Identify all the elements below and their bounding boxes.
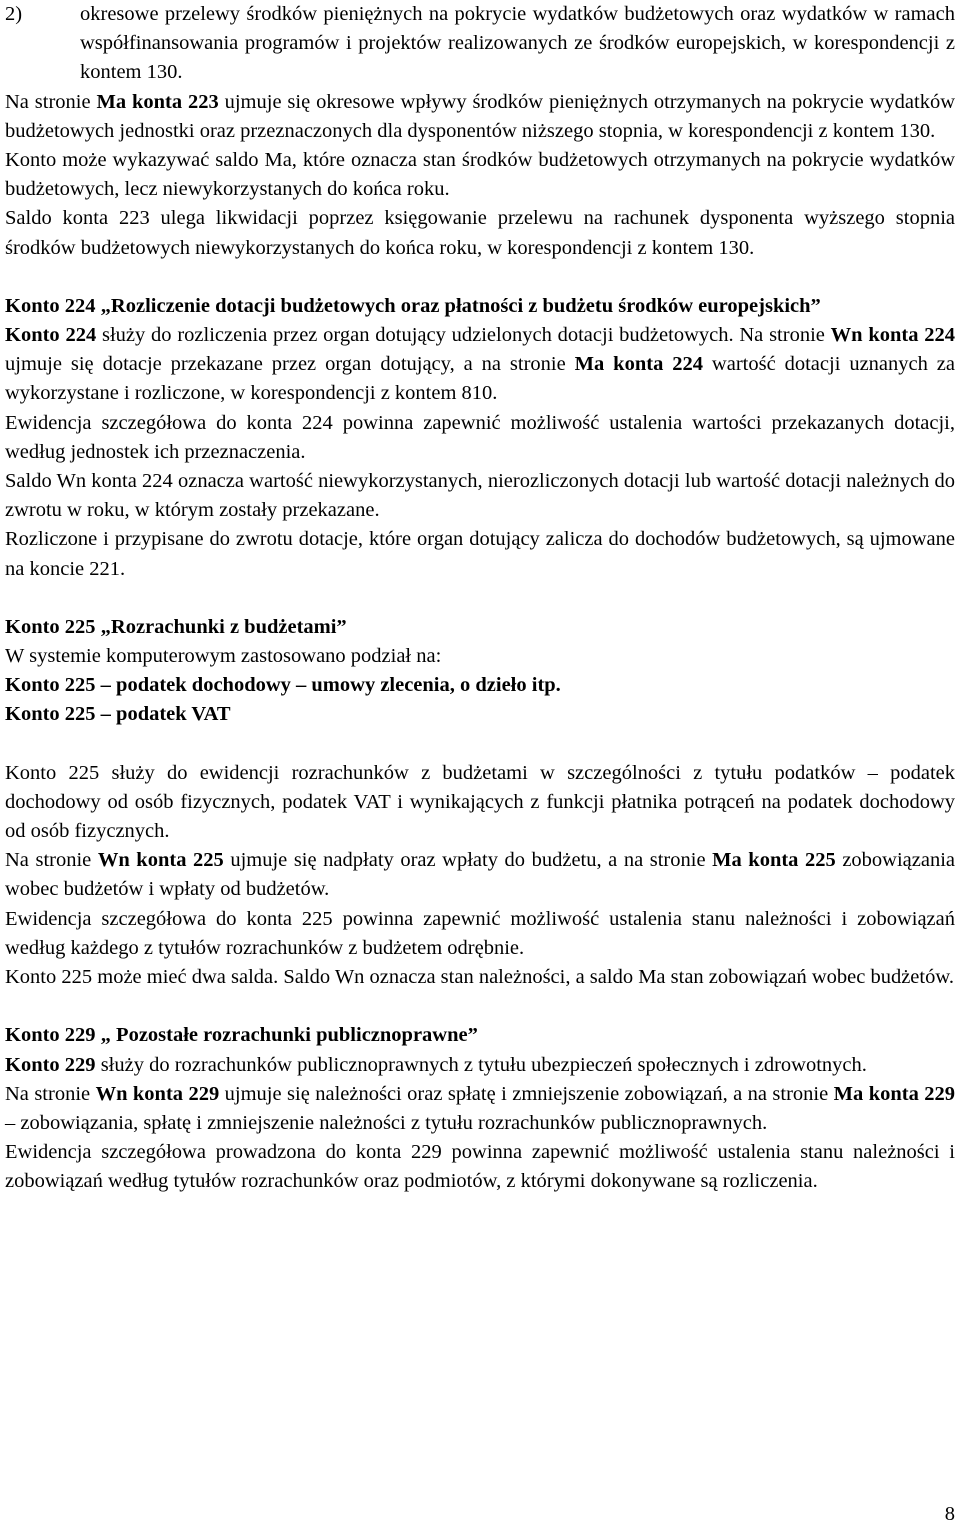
konto-225-subaccount-2: Konto 225 – podatek VAT (5, 703, 231, 726)
konto-225-subaccount-1: Konto 225 – podatek dochodowy – umowy zlecenia, o dzieło itp. (5, 674, 561, 697)
konto-229-paragraph-3: Ewidencja szczegółowa prowadzona do konta 229 powinna zapewnić możliwość ustalenia stanu należności i zobowiązań według tytułów rozrachunków oraz podmiotów, z którymi dokonywane są rozliczenia. (5, 1141, 955, 1193)
text-run: wartość dotacji uznanych za wykorzystane i rozliczone, w korespondencji z kontem 810. (5, 353, 955, 405)
text-run: ujmuje się okresowe wpływy środków pieniężnych otrzymanych na pokrycie wydatków budżetowych jednostki oraz przeznaczonych dla dysponentów niższego stopnia, w korespondencji z kontem 130. (5, 90, 955, 142)
page-content (5, 0, 955, 1197)
text-run: zobowiązania wobec budżetów i wpłaty od budżetów. (5, 849, 956, 901)
bold-run: Ma konta 229 (833, 1082, 956, 1105)
bold-run: Wn konta 225 (97, 849, 224, 872)
page-number: 8 (944, 1503, 955, 1525)
konto-225-heading: Konto 225 „Rozrachunki z budżetami” (5, 615, 347, 638)
konto-229-paragraph-1 (5, 1051, 955, 1080)
bold-run: Ma konta 225 (712, 849, 836, 872)
konto-223-paragraph-2: Konto może wykazywać saldo Ma, które oznacza stan środków budżetowych otrzymanych na pokrycie wydatków budżetowych, lecz niewykorzystanych do końca roku. (5, 149, 955, 201)
spacer (5, 584, 955, 613)
text-run: ujmuje się nadpłaty oraz wpłaty do budżetu, a na stronie (223, 849, 713, 872)
konto-224-paragraph-1 (5, 321, 955, 409)
text-run: służy do rozliczenia przez organ dotujący udzielonych dotacji budżetowych. Na stronie (96, 324, 831, 347)
konto-225-paragraph-1: Konto 225 służy do ewidencji rozrachunków z budżetami w szczególności z tytułu podatków – podatek dochodowy od osób fizycznych, podatek VAT i wynikających z funkcji płatnika potrąceń na podatek dochodowy od osób fizycznych. (5, 761, 955, 843)
konto-224-paragraph-3: Saldo Wn konta 224 oznacza wartość niewykorzystanych, nierozliczonych dotacji lub wartość dotacji należnych do zwrotu w roku, w którym zostały przekazane. (5, 470, 955, 522)
text-run: Na stronie (5, 90, 97, 113)
text-run: służy do rozrachunków publicznoprawnych z tytułu ubezpieczeń społecznych i zdrowotnych. (95, 1053, 867, 1076)
text-run: Na stronie (5, 1082, 96, 1105)
list-item-number: 2) (5, 3, 23, 25)
text-run: ujmuje się dotacje przekazane przez organ dotujący, a na stronie (5, 353, 575, 376)
konto-223-paragraph-1 (5, 88, 955, 146)
bold-run: Konto 224 (5, 324, 97, 347)
text-run: Na stronie (5, 849, 98, 872)
konto-225-paragraph-2 (5, 846, 955, 904)
konto-225-paragraph-3: Ewidencja szczegółowa do konta 225 powinna zapewnić możliwość ustalenia stanu należności i zobowiązań według każdego z tytułów rozrachunków z budżetem odrębnie. (5, 907, 955, 959)
spacer (5, 992, 955, 1021)
text-run: – zobowiązania, spłatę i zmniejszenie należności z tytułu rozrachunków publicznoprawnych. (5, 1111, 768, 1134)
konto-223-paragraph-3: Saldo konta 223 ulega likwidacji poprzez księgowanie przelewu na rachunek dysponenta wyższego stopnia środków budżetowych niewykorzystanych do końca roku, w korespondencji z kontem 130. (5, 207, 955, 259)
spacer (5, 263, 955, 292)
bold-run: Wn konta 224 (830, 324, 956, 347)
konto-225-intro: W systemie komputerowym zastosowano podział na: (5, 645, 442, 668)
list-item (5, 0, 955, 88)
list-item-text: okresowe przelewy środków pieniężnych na pokrycie wydatków budżetowych oraz wydatków w ramach współfinansowania programów i projektów realizowanych ze środków europejskich, w korespondencji z kontem 130. (80, 3, 955, 84)
spacer (5, 730, 955, 759)
bold-run: Ma konta 224 (574, 353, 703, 376)
konto-225-paragraph-4: Konto 225 może mieć dwa salda. Saldo Wn oznacza stan należności, a saldo Ma stan zobowiązań wobec budżetów. (5, 966, 954, 989)
konto-229-heading: Konto 229 „ Pozostałe rozrachunki publicznoprawne” (5, 1024, 478, 1047)
konto-224-heading: Konto 224 „Rozliczenie dotacji budżetowych oraz płatności z budżetu środków europejskich” (5, 294, 821, 317)
konto-224-paragraph-4: Rozliczone i przypisane do zwrotu dotacje, które organ dotujący zalicza do dochodów budżetowych, są ujmowane na koncie 221. (5, 528, 955, 580)
bold-run: Konto 229 (5, 1053, 96, 1076)
bold-run: Wn konta 229 (95, 1082, 220, 1105)
konto-229-paragraph-2 (5, 1080, 955, 1138)
text-run: ujmuje się należności oraz spłatę i zmniejszenie zobowiązań, a na stronie (219, 1082, 834, 1105)
bold-run: Ma konta 223 (96, 90, 219, 113)
konto-224-paragraph-2: Ewidencja szczegółowa do konta 224 powinna zapewnić możliwość ustalenia wartości przekazanych dotacji, według jednostek ich przeznaczenia. (5, 411, 955, 463)
